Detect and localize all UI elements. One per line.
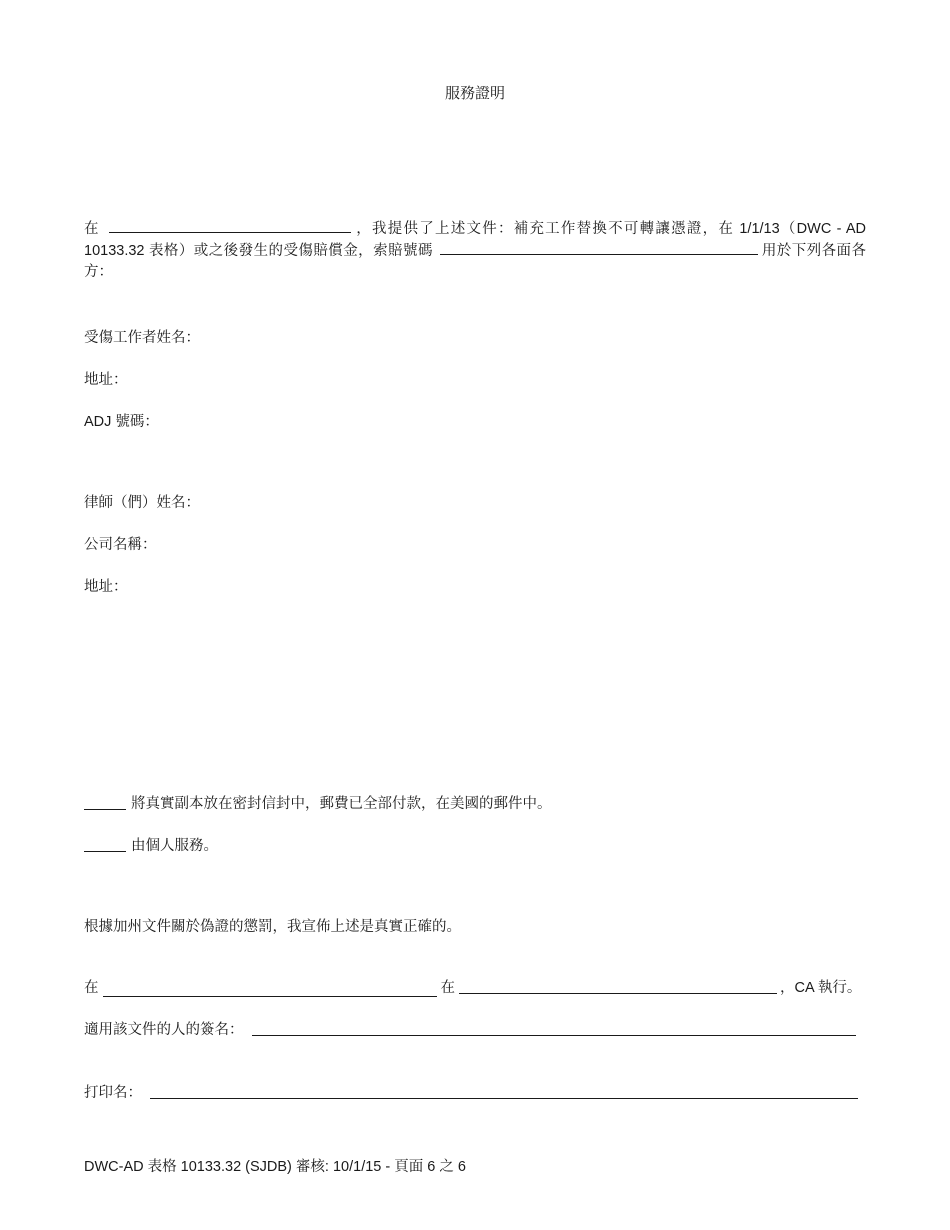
- print-name-blank[interactable]: [150, 1097, 858, 1099]
- worker-address-label: 地址：: [84, 372, 128, 388]
- firm-name-label: 公司名稱：: [84, 537, 157, 553]
- print-name-label: 打印名：: [84, 1085, 142, 1101]
- perjury-declaration: 根據加州文件關於偽證的懲罰，我宣佈上述是真實正確的。: [84, 919, 461, 935]
- mail-service-text: 將真實副本放在密封信封中，郵費已全部付款，在美國的郵件中。: [131, 796, 552, 812]
- worker-name-label: 受傷工作者姓名：: [84, 330, 200, 346]
- service-statement: [84, 218, 866, 283]
- print-name-row: [84, 1081, 858, 1102]
- mail-service-blank[interactable]: [84, 808, 126, 810]
- signature-blank[interactable]: [252, 1034, 856, 1036]
- form-footer: DWC-AD 表格 10133.32 (SJDB) 審核: 10/1/15 - 頁面 6 之 6: [84, 1159, 466, 1175]
- mail-service-option: [84, 792, 552, 813]
- attorney-name-label: 律師（們）姓名：: [84, 495, 200, 511]
- executed-ca-label: ，CA 執行。: [780, 980, 862, 996]
- page-title: 服務證明: [444, 85, 505, 102]
- statement-on-label: 在: [84, 221, 100, 237]
- executed-city-blank[interactable]: [459, 992, 777, 994]
- personal-service-text: 由個人服務。: [131, 838, 218, 854]
- claim-number-blank[interactable]: [440, 240, 758, 255]
- statement-end: 用於下列各面各方：: [84, 243, 867, 280]
- executed-at-label: 在: [440, 980, 455, 996]
- adj-number-label: ADJ 號碼：: [84, 414, 159, 430]
- attorney-address-label: 地址：: [84, 579, 128, 595]
- signature-row: [84, 1018, 856, 1039]
- service-date-blank[interactable]: [109, 218, 351, 233]
- signature-label: 適用該文件的人的簽名：: [84, 1022, 244, 1038]
- execution-line: [84, 976, 861, 997]
- executed-date-blank[interactable]: [103, 995, 437, 997]
- executed-on-label: 在: [84, 980, 99, 996]
- personal-service-blank[interactable]: [84, 850, 126, 852]
- statement-body: ，我提供了上述文件：補充工作替換不可轉讓憑證，在 1/1/13（DWC - AD 10133.32 表格）或之後發生的受傷賠償金，索賠號碼: [84, 221, 867, 259]
- personal-service-option: [84, 834, 218, 855]
